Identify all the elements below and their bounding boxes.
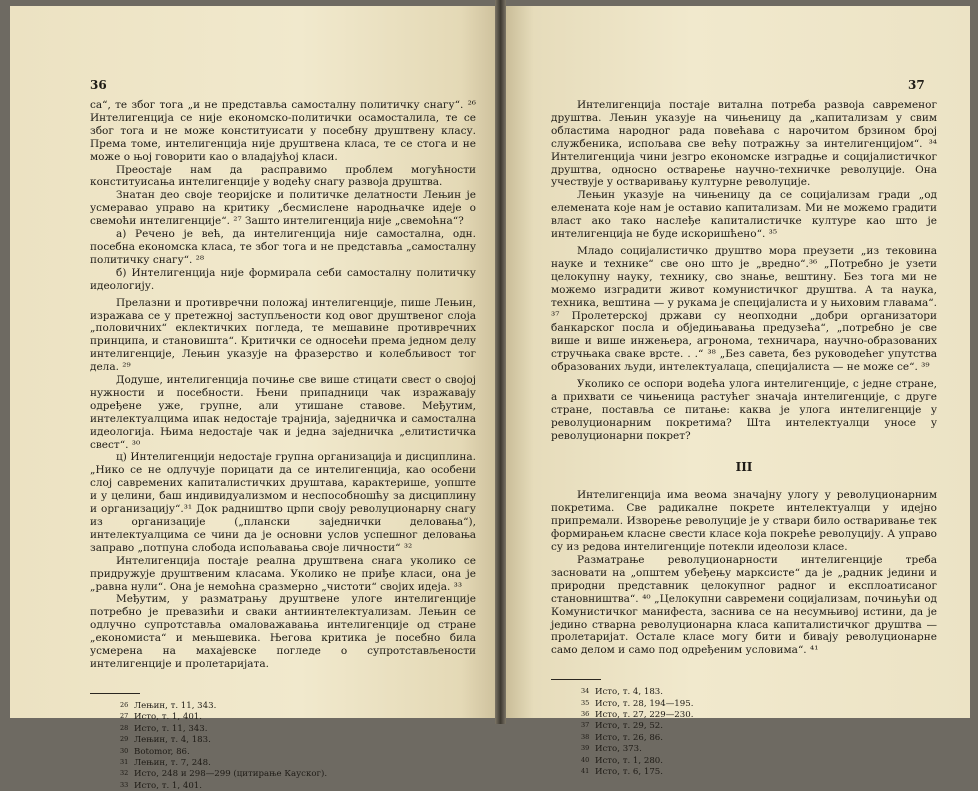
section-heading: III [735,459,753,474]
page-number: 37 [908,78,925,92]
paragraph: Прелазни и противречни положај интелигенције, пише Лењин, изражава се у претежној заступљености код овог друштвеног слоја „половичних“ еклектичких погледа, те мешавине противречних принципа, и становишта“. Критички се односећи према једном делу интелигенције, Лењин указује на фразерство и колебљивост тог дела. ²⁹ [90,296,476,374]
page-body [90,99,476,791]
paragraph: Међутим, у разматрању друштвене улоге интелигенције потребно је превазићи и сваки антиинтелектуализам. Лењин се одлучно супротставља омаловажавања интелигенције од стране „економиста“ и мењшевика. Његова критика је посебно била усмерена на махајевске погледе о супротстављености интелигенције и пролетаријата. [90,593,476,670]
footnote: 31 Лењин, т. 7, 248. [120,757,211,768]
footnote: 33 Исто, т. 1, 401. [120,780,202,791]
footnote-rule [551,679,601,680]
paragraph: б) Интелигенција није формирала себи самосталну политичку идеологију. [90,266,476,292]
paragraph: Разматрање револуционарности интелигенције треба засновати на „општем убеђењу марксисте“ да је „радник једини и природни представник целокупног радног и експлоатисаног становништва“. ⁴⁰ „Целокупни савремени социјализам, почињући од Комунистичког манифеста, заснива се на несумњивој истини, да је једино стварна револуционарна класа капиталистичког друштва — пролетаријат. Остале класе могу бити и бивају револуционарне само делом и само под одређеним условима“. ⁴¹ [551,554,937,657]
book-gutter [495,0,506,724]
footnote: 39 Исто, 373. [581,744,642,755]
footnote: 26 Лењин, т. 11, 343. [120,700,217,711]
footnote: 32 Исто, 248 и 298—299 (цитирање Кауског). [120,769,328,780]
paragraph: Интелигенција има веома значајну улогу у револуционарним покретима. Све радикалне покрете интелектуалци у идејно припремали. Изворење револуције је у ствари било остваривање тек формирањем класне свести класе која покреће револуцију. А управо су из редова интелигенције потекли идеолози класе. [551,489,937,554]
left-page [10,6,495,791]
footnote: 30 Botomor, 86. [120,746,190,757]
footnote: 28 Исто, т. 11, 343. [120,723,208,734]
paragraph: Уколико се оспори водећа улога интелигенције, с једне стране, а прихвати се чињеница растућег значаја интелигенције, с друге стране, поставља се питање: каква је улога интелигенције у револуционарним покретима? Шта интелектуалци уносе у револуционарни покрет? [551,378,937,442]
paragraph: Додуше, интелигенција почиње све више стицати свест о својој нужности и посебности. Њени припадници чак изражавају одређене уже, групне, али утишане ставове. Међутим, интелектуалцима ипак недостаје трајнија, заједничка и самостална идеологија. Њима недостаје чак и једна заједничка „елитистичка свест“. ³⁰ [90,374,476,451]
paragraph: Интелигенција постаје реална друштвена снага уколико се придружује друштвеним класама. Уколико не приђе класи, она је „равна нули“. Она је немоћна сразмерно „чистоти“ својих идеја. ³³ [90,554,476,593]
footnote: 37 Исто, т. 29, 52. [581,721,663,732]
page-body [551,99,937,778]
footnote: 35 Исто, т. 28, 194—195. [581,698,694,709]
paragraph: Младо социјалистичко друштво мора преузети „из тековина науке и технике“ све оно што је „вредно“.³⁶ „Потребно је узети целокупну науку, технику, сво знање, вештину. Без тога ми не можемо изградити живот комунистичког друштва. А та наука, техника, вештина — у рукама је специјалиста и у њиховим главама“. ³⁷ Пролетерској држави су неопходни „добри организатори банкарског посла и обједињавања предузећа“, „потребно је све више и више инжењера, агронома, техничара, научно-образованих стручњака сваке врсте. . .“ ³⁸ „Без савета, без руководећег упутства образованих људи, интелектуалаца, специјалиста — не може се“. ³⁹ [551,244,937,374]
footnotes [551,686,937,777]
footnote: 34 Исто, т. 4, 183. [581,687,663,698]
footnote-rule [90,693,140,694]
paragraph: Лењин указује на чињеницу да се социјализам гради „од елемената које нам је оставио капитализам. Ми не можемо градити власт ако тако наслеђе капиталистичке културе као што је интелигенција не буде искоришћено“. ³⁵ [551,189,937,241]
paragraph: Интелигенција постаје витална потреба развоја савременог друштва. Лењин указује на чињеницу да „капитализам у свим областима народног рада повећава с нарочитом брзином број службеника, испољава све већу потражњу за интелигенцијом“. ³⁴ Интелигенција чини језгро економске изградње и социјалистичког друштва, односно остварење научно-техничке револуције. Она учествује у остваривању културне револуције. [551,99,937,189]
footnote: 27 Исто, т. 1, 401. [120,712,202,723]
footnote: 36 Исто, т. 27, 229—230. [581,710,694,721]
paragraph: са“, те због тога „и не представља самосталну политичку снагу“. ²⁶ Интелигенција се није економско-политички осамосталила, те се због тога и не може конституисати у посебну друштвену класу. Према томе, интелигенција није друштвена класа, те се стога и не може о њој говорити као о владајућој класи. [90,99,476,163]
footnote: 29 Лењин, т. 4, 183. [120,735,211,746]
page-number: 36 [90,78,107,92]
right-page [506,6,970,778]
paragraph: Преостаје нам да расправимо проблем могућности конституисања интелигенције у водећу снагу развоја друштва. [90,163,476,189]
footnotes [90,700,476,791]
paragraph: а) Речено је већ, да интелигенција није самостална, одн. посебна економска класа, те због тога и не представља „самосталну политичку снагу“. ²⁸ [90,228,476,266]
paragraph: ц) Интелигенцији недостаје групна организација и дисциплина. „Нико се не одлучује порицати да се интелигенција, као особени слој савремених капиталистичких друштава, карактерише, уопште и у целини, баш индивидуализмом и неспособношћу за дисциплину и организацију“.³¹ Док радништво црпи своју револуционарну снагу из организације („плански заједнички деловања“), интелектуалцима се чини да је основни услов успешног деловања заправо „потпуна слобода испољавања своје личности“ ³² [90,451,476,554]
footnote: 40 Исто, т. 1, 280. [581,755,663,766]
paragraph: Знатан део своје теоријске и политичке делатности Лењин је усмеравао управо на критику „бесмислене народњачке идеје о свемоћи интелигенције“. ²⁷ Зашто интелигенција није „свемоћна“? [90,189,476,228]
footnote: 38 Исто, т. 26, 86. [581,732,663,743]
footnote: 41 Исто, т. 6, 175. [581,767,663,778]
